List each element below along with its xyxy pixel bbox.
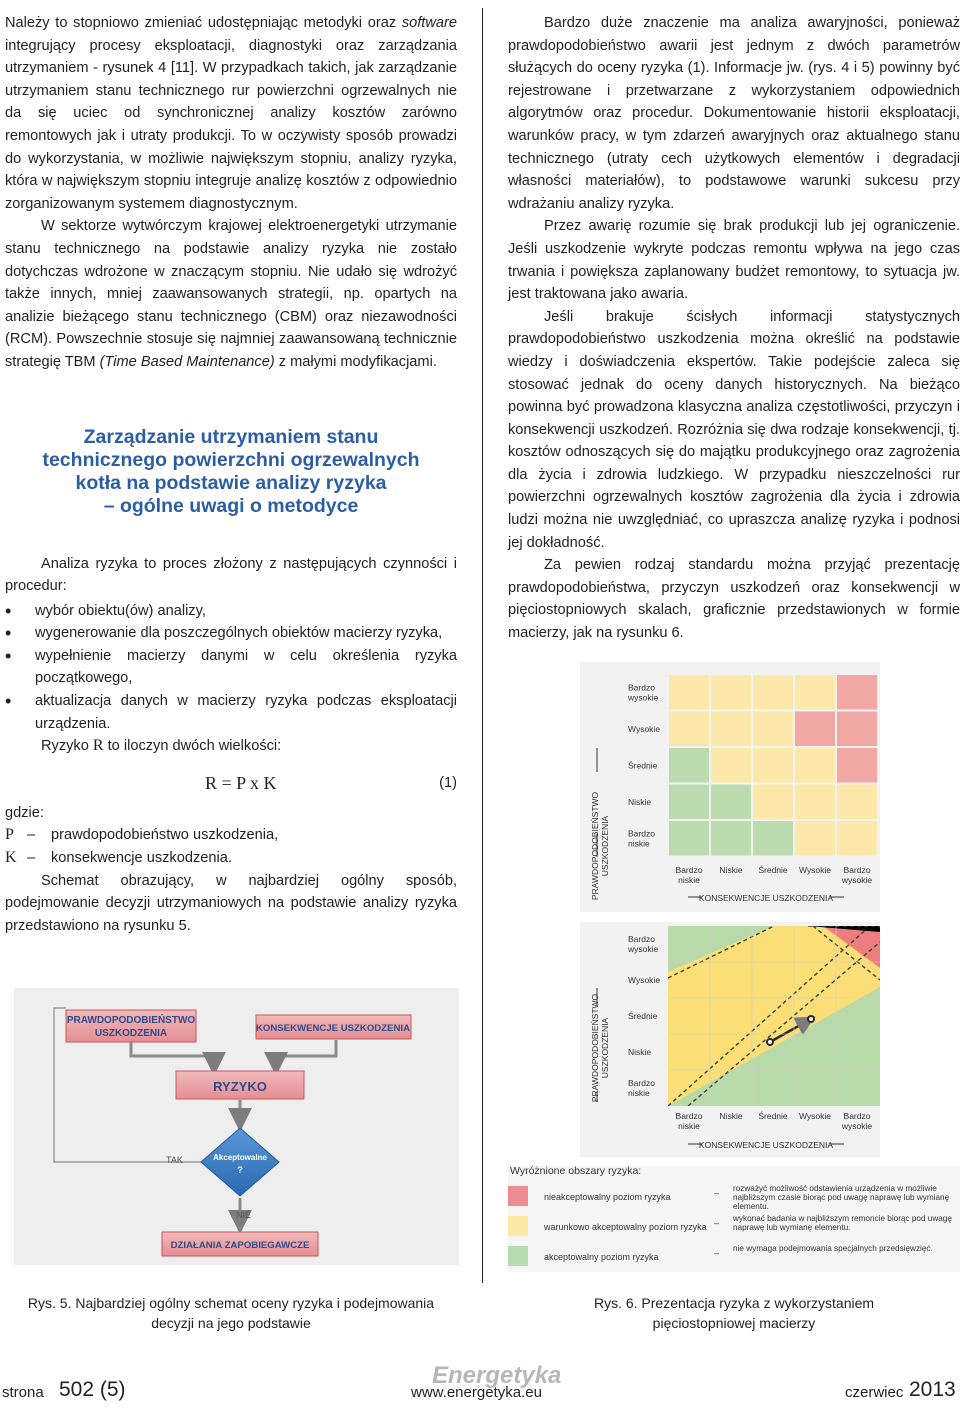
matrix-cell xyxy=(837,821,877,856)
legend-action: wykonać badania w najbliższym remoncie biorąc pod uwagę xyxy=(733,1214,952,1223)
nie-label: NIE xyxy=(236,1210,252,1220)
x-level-label: Średnie xyxy=(758,1111,788,1121)
left-paragraph-3: Analiza ryzyka to proces złożony z następujących czynności i procedur: xyxy=(5,555,457,595)
box-probability-line1: PRAWDOPODOBIEŃSTWO xyxy=(66,1015,196,1026)
left-paragraph-5: Schemat obrazujący, w najbardziej ogólny sposób, podejmowanie decyzji utrzymaniowych na podstawie analizy ryzyka przedstawiono na rysunku 5. xyxy=(5,872,457,934)
x-level-label: Niskie xyxy=(719,865,743,875)
y-level-label: Wysokie xyxy=(628,723,661,734)
matrix-cell xyxy=(795,785,835,820)
matrix-cell xyxy=(795,675,835,710)
box-consequences xyxy=(256,1015,411,1039)
x-level-label: Wysokie xyxy=(798,865,832,875)
diamond-question: ? xyxy=(237,1165,243,1175)
left-paragraph-4: Ryzyko R to iloczyn dwóch wielkości: xyxy=(41,737,282,755)
matrix-cell xyxy=(753,748,793,783)
box-probability xyxy=(66,1010,196,1042)
figure-6-caption: Rys. 6. Prezentacja ryzyka z wykorzystaniem pięciostopniowej macierzy xyxy=(593,1295,875,1331)
matrix-cell xyxy=(837,748,877,783)
where-label: gdzie: xyxy=(5,804,44,821)
legend-dash: – xyxy=(714,1218,720,1228)
x-axis-title-bottom: KONSEKWENCJE USZKODZENIA xyxy=(698,1140,834,1150)
box-action xyxy=(162,1232,318,1256)
x-level-label: Wysokie xyxy=(798,1111,832,1121)
figure-6 xyxy=(508,662,960,1274)
matrix-cell xyxy=(753,785,793,820)
diamond-label: Akceptowalne xyxy=(213,1153,267,1162)
column-divider xyxy=(482,8,483,1283)
y-level-label: wysokie xyxy=(628,692,659,703)
risk-matrix-grid xyxy=(669,675,877,856)
y-level-label: Wysokie xyxy=(628,975,661,985)
x-level-label: Bardzo xyxy=(843,1111,871,1121)
y-axis-title-top-1: PRAWDOPODOBIEŃSTWO xyxy=(590,791,600,901)
legend-action: najbliższym czasie biorąc pod uwagę naprawę lub wymianę xyxy=(733,1193,950,1202)
matrix-cell xyxy=(795,821,835,856)
x-axis-title-top: KONSEKWENCJE USZKODZENIA xyxy=(698,893,834,903)
definition-p: P – prawdopodobieństwo uszkodzenia, xyxy=(5,826,279,844)
legend-dash: – xyxy=(714,1248,720,1258)
y-level-label: Bardzo xyxy=(628,828,655,839)
footer-month: czerwiec xyxy=(845,1384,904,1401)
procedure-list xyxy=(5,600,457,736)
matrix-cell xyxy=(711,748,751,783)
matrix-cell xyxy=(795,748,835,783)
legend-action: naprawę lub wymianę elementu. xyxy=(733,1223,851,1232)
equation-1 xyxy=(5,768,457,798)
x-level-label: Niskie xyxy=(719,1111,743,1121)
page-label: strona xyxy=(2,1384,44,1401)
list-item: • aktualizacja danych w macierzy ryzyka podczas eksploatacji urządzenia. xyxy=(5,690,457,735)
legend-dash: – xyxy=(714,1188,720,1198)
y-level-label: niskie xyxy=(628,838,650,849)
x-level-label: niskie xyxy=(678,1121,700,1131)
y-level-label: Bardzo xyxy=(628,1078,655,1088)
matrix-cell xyxy=(795,712,835,747)
legend-swatch xyxy=(508,1246,528,1266)
x-level-label: wysokie xyxy=(841,1121,873,1131)
matrix-cell xyxy=(669,712,709,747)
matrix-cell xyxy=(837,712,877,747)
y-level-label: wysokie xyxy=(628,944,659,954)
matrix-cell xyxy=(711,712,751,747)
legend-label: nieakceptowalny poziom ryzyka xyxy=(544,1192,671,1202)
tak-label: TAK xyxy=(166,1155,183,1165)
matrix-cell xyxy=(711,821,751,856)
list-item: • wygenerowanie dla poszczególnych obiektów macierzy ryzyka, xyxy=(5,622,457,645)
right-paragraph-2: Przez awarię rozumie się brak produkcji lub jej ograniczenie. Jeśli uszkodzenie wykryte podczas remontu wpływa na jego czas trwania i powiększa zaplanowany budżet remontowy, to sytuacja jw. jest traktowana jako awaria. xyxy=(508,218,960,303)
box-risk xyxy=(176,1071,304,1099)
x-level-label: Bardzo xyxy=(675,865,703,875)
right-paragraph-3: Jeśli brakuje ścisłych informacji statystycznych prawdopodobieństwo uszkodzenia można określić na podstawie wiedzy i doświadczenia ekspertów. Takie podejście zaleca się stosować jednak do oceny danych historycznych. Na bieżąco powinna być prowadzona klasyczna analiza częstotliwości, przyczyn i konsekwencji uszkodzeń. Rozróżnia się dwa rodzaje konsekwencji, tj. kosztów odnoszących się do majątku produkcyjnego oraz zagrożenia dla życia i zdrowia ludzkiego. W przypadku nieszczelności rur powierzchni ogrzewalnych kosztów zagrożenia dla życia i zdrowia ludzi można nie uwzględniać, co upraszcza analizę ryzyka i podnosi jej dokładność. xyxy=(508,308,960,551)
matrix-cell xyxy=(669,675,709,710)
legend-swatch xyxy=(508,1186,528,1206)
legend-label: warunkowo akceptowalny poziom ryzyka xyxy=(544,1222,707,1232)
left-column xyxy=(5,12,457,937)
legend-title: Wyróżnione obszary ryzyka: xyxy=(510,1165,642,1177)
list-item: • wypełnienie macierzy danymi w celu określenia ryzyka początkowego, xyxy=(5,645,457,690)
legend-label: akceptowalny poziom ryzyka xyxy=(544,1252,659,1262)
matrix-cell xyxy=(669,785,709,820)
x-level-label: Bardzo xyxy=(843,865,871,875)
equation-number: (1) xyxy=(439,774,457,791)
left-paragraph-2: W sektorze wytwórczym krajowej elektroenergetyki utrzymanie stanu technicznego na podstawie analizy ryzyka nie zostało dotychczas wdrożone w znaczącym stopniu. Nie udało się wdrożyć także innych, mniej zaawansowanych strategii, np. opartych na analizie bieżącego stanu technicznego (CBM) oraz niezawodności (RCM). Powszechnie stosuje się najmniej zaawansowaną technicznie strategię TBM (Time Based Maintenance) z małymi modyfikacjami. xyxy=(5,218,457,370)
matrix-cell xyxy=(753,675,793,710)
y-level-label: Średnie xyxy=(628,760,658,771)
matrix-cell xyxy=(837,675,877,710)
y-level-label: Średnie xyxy=(628,1011,658,1021)
matrix-cell xyxy=(753,821,793,856)
energetyka-logo: Energetyka xyxy=(432,1362,562,1389)
matrix-cell xyxy=(753,712,793,747)
right-paragraph-4: Za pewien rodzaj standardu można przyjąć prezentację prawdopodobieństwa, przyczyn uszkodzeń oraz konsekwencji w pięciostopniowych skalach, graficznie przedstawionych w formie macierzy, jak na rysunku 6. xyxy=(508,557,960,642)
list-item: • wybór obiektu(ów) analizy, xyxy=(5,600,457,623)
y-level-label: Bardzo xyxy=(628,682,655,693)
box-probability-line2: USZKODZENIA xyxy=(94,1028,168,1039)
matrix-cell xyxy=(837,785,877,820)
x-level-label: niskie xyxy=(678,875,700,885)
right-column xyxy=(508,12,960,645)
figure-5-caption: Rys. 5. Najbardziej ogólny schemat oceny ryzyka i podejmowania decyzji na jego podstawie xyxy=(27,1295,435,1331)
y-level-label: Niskie xyxy=(628,796,652,807)
left-paragraph-1: Należy to stopniowo zmieniać udostępniając metodyki oraz software integrujący procesy eksploatacji, diagnostyki oraz zarządzania utrzymaniem - rysunek 4 [11]. W przypadkach takich, jak zarządzanie utrzymaniem stanu technicznego rur powierzchni ogrzewalnych nie da się uciec od synchronicznej analizy kosztów zarówno remontowych jak i utraty produkcji. To w oczywisty sposób prowadzi do wykorzystania, w możliwie największym stopniu, analizy ryzyka, która w największym stopniu integruje analizę kosztów z odpowiednio zorganizowanym systemem diagnostycznym. xyxy=(5,15,457,212)
y-axis-title-bottom-2: USZKODZENIA xyxy=(600,1017,610,1079)
x-level-label: Średnie xyxy=(758,865,788,875)
box-risk-label: RYZYKO xyxy=(213,1079,267,1094)
y-level-label: Niskie xyxy=(628,1047,652,1057)
equation-formula: R = P x K xyxy=(205,772,277,793)
matrix-cell xyxy=(711,785,751,820)
x-level-label: Bardzo xyxy=(675,1111,703,1121)
legend-action: nie wymaga podejmowania specjalnych przedsięwzięć. xyxy=(733,1244,933,1253)
y-level-label: Bardzo xyxy=(628,934,655,944)
page-footer xyxy=(0,1362,960,1412)
legend-action: elementu. xyxy=(733,1202,769,1211)
matrix-cell xyxy=(669,821,709,856)
definition-k: K – konsekwencje uszkodzenia. xyxy=(5,849,232,867)
x-level-label: wysokie xyxy=(841,875,873,885)
legend-action: rozważyć możliwość odstawienia urządzenia w możliwie xyxy=(733,1184,937,1193)
legend-swatch xyxy=(508,1216,528,1236)
page-number: 502 (5) xyxy=(59,1378,126,1401)
y-axis-title-top-2: USZKODZENIA xyxy=(600,815,610,877)
figure-5 xyxy=(14,988,459,1265)
box-consequences-label: KONSEKWENCJE USZKODZENIA xyxy=(255,1023,411,1034)
matrix-cell xyxy=(669,748,709,783)
matrix-cell xyxy=(711,675,751,710)
section-heading: Zarządzanie utrzymaniem stanu technicznego powierzchni ogrzewalnych kotła na podstawie analizy ryzyka – ogólne uwagi o metodyce xyxy=(42,425,420,517)
footer-year: 2013 xyxy=(909,1378,956,1401)
box-action-label: DZIAŁANIA ZAPOBIEGAWCZE xyxy=(170,1240,310,1251)
risk-zones-diagram xyxy=(668,926,880,1106)
y-axis-title-bottom-1: PRAWDOPODOBIEŃSTWO xyxy=(590,993,600,1103)
y-level-label: niskie xyxy=(628,1088,650,1098)
right-paragraph-1: Bardzo duże znaczenie ma analiza awaryjności, ponieważ prawdopodobieństwo awarii jest jednym z dwóch parametrów służących do oceny ryzyka (1). Informacje jw. (rys. 4 i 5) powinny być rejestrowane i przetwarzane z wykorzystaniem odpowiednich algorytmów oraz procedur. Dokumentowanie historii eksploatacji, warunków pracy, w tym zdarzeń awaryjnych oraz aktualnego stanu technicznego (utraty cech użytkowych elementów i degradacji własności materiałów), to podstawowe warunki sukcesu przy wdrażaniu analizy ryzyka. xyxy=(508,15,960,212)
footer-url[interactable]: www.energetyka.eu xyxy=(411,1384,542,1401)
